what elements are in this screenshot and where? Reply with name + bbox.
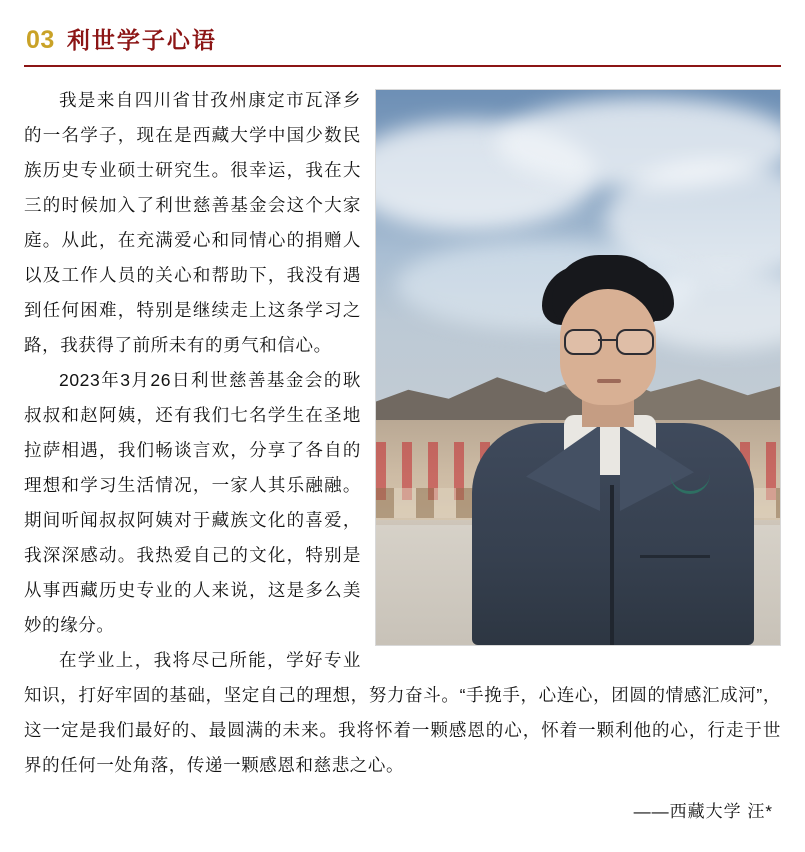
paragraph: 我是来自四川省甘孜州康定市瓦泽乡的一名学子，现在是西藏大学中国少数民族历史专业硕士研究生。很幸运，我在大三的时候加入了利世慈善基金会这个大家庭。从此，在充满爱心和同情心的捐赠人以及工作人员的关心和帮助下，我没有遇到任何困难，特别是继续走上这条学习之路，我获得了前所未有的勇气和信心。 <box>24 90 361 355</box>
header-divider <box>24 65 781 67</box>
article-body <box>24 83 781 783</box>
person-pocket <box>640 555 710 558</box>
glasses-right-lens <box>616 329 654 355</box>
glasses-bridge <box>598 339 616 341</box>
glasses-left-lens <box>564 329 602 355</box>
page-title: 利世学子心语 <box>66 27 217 53</box>
photo-person <box>464 255 764 645</box>
section-number: 03 <box>26 26 55 54</box>
article-signature: ——西藏大学 汪* <box>633 802 773 821</box>
paragraph: 在学业上，我将尽己所能，学好专业知识，打好牢固的基础，坚定自己的理想，努力奋斗。“手挽手，心连心，团圆的情感汇成河”，这一定是我们最好的、最圆满的未来。我将怀着一颗感恩的心，怀着一颗利他的心，行走于世界的任何一处角落，传递一颗感恩和慈悲之心。 <box>24 650 781 775</box>
section-header <box>24 22 781 55</box>
paragraph: 2023年3月26日利世慈善基金会的耿叔叔和赵阿姨，还有我们七名学生在圣地拉萨相遇，我们畅谈言欢，分享了各自的理想和学习生活情况，一家人其乐融融。期间听闻叔叔阿姨对于藏族文化的喜爱，我深深感动。我热爱自己的文化，特别是从事西藏历史专业的人来说，这是多么美妙的缘分。 <box>24 370 361 635</box>
person-mouth <box>597 379 621 383</box>
person-zipper <box>610 485 614 645</box>
student-photo <box>375 89 781 646</box>
